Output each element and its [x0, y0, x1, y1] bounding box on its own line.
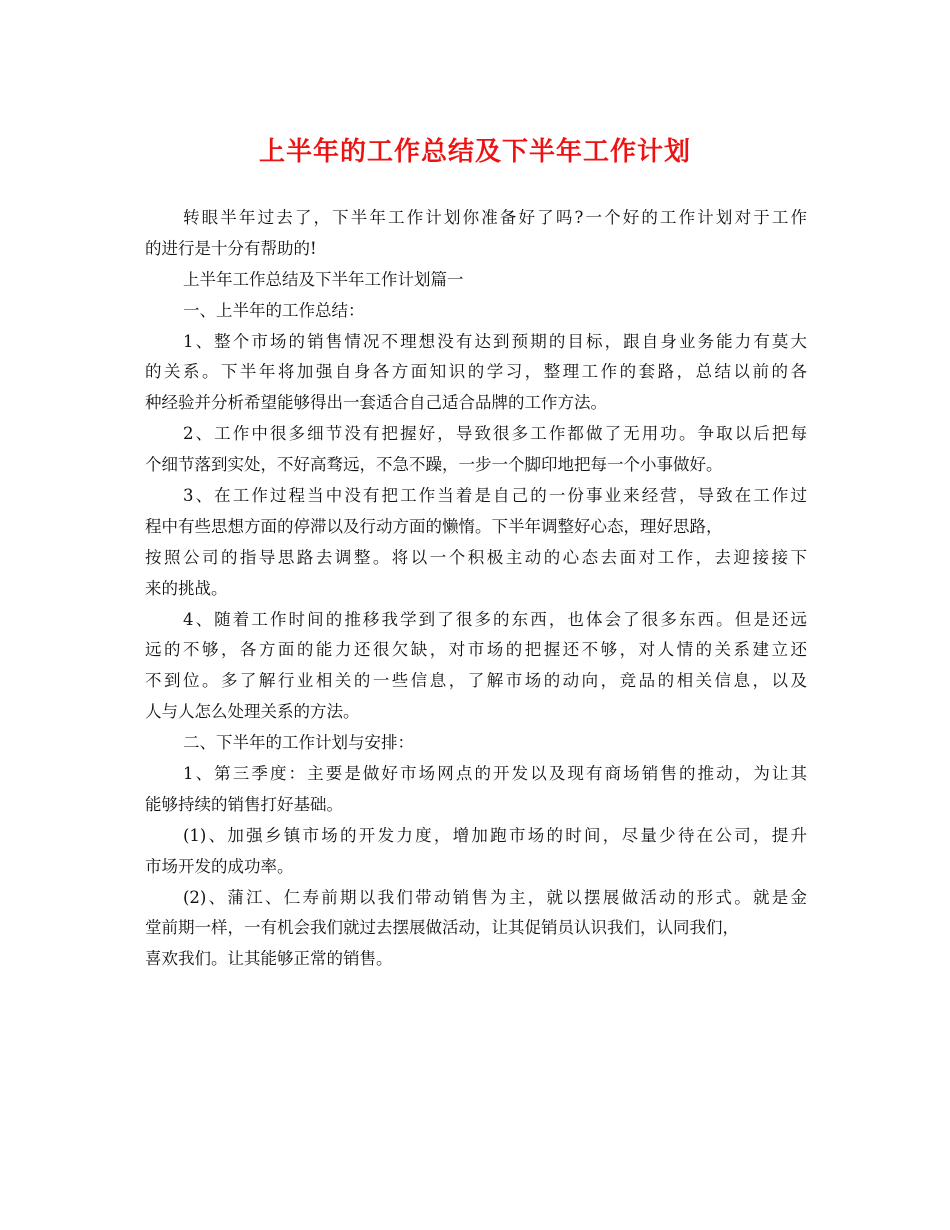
body-line: (1)、加强乡镇市场的开发力度，增加跑市场的时间，尽量少待在公司，提升 — [183, 825, 807, 845]
body-line: 的进行是十分有帮助的! — [145, 238, 317, 258]
body-line: 能够持续的销售打好基础。 — [145, 794, 343, 814]
body-line: 不到位。多了解行业相关的一些信息，了解市场的动向，竞品的相关信息，以及 — [145, 671, 807, 691]
body-line: 个细节落到实处，不好高骛远，不急不躁，一步一个脚印地把每一个小事做好。 — [145, 455, 723, 475]
body-line: 堂前期一样，一有机会我们就过去摆展做活动，让其促销员认识我们，认同我们， — [145, 918, 739, 938]
section-subtitle: 上半年工作总结及下半年工作计划篇一 — [183, 269, 464, 289]
body-line: 程中有些思想方面的停滞以及行动方面的懒惰。下半年调整好心态，理好思路， — [145, 516, 723, 536]
body-line: 1、整个市场的销售情况不理想没有达到预期的目标，跟自身业务能力有莫大 — [183, 331, 807, 351]
document-title: 上半年的工作总结及下半年工作计划 — [258, 137, 691, 167]
body-line: (2)、蒲江、仁寿前期以我们带动销售为主，就以摆展做活动的形式。就是金 — [183, 887, 807, 907]
body-line: 2、工作中很多细节没有把握好，导致很多工作都做了无用功。争取以后把每 — [183, 424, 807, 444]
section-heading: 二、下半年的工作计划与安排： — [183, 733, 414, 753]
body-line: 3、在工作过程当中没有把工作当着是自己的一份事业来经营，导致在工作过 — [183, 486, 807, 506]
body-line: 4、随着工作时间的推移我学到了很多的东西，也体会了很多东西。但是还远 — [183, 609, 807, 629]
body-line: 喜欢我们。让其能够正常的销售。 — [145, 949, 393, 969]
body-line: 来的挑战。 — [145, 578, 228, 598]
body-line: 人与人怎么处理关系的方法。 — [145, 702, 360, 722]
body-line: 按照公司的指导思路去调整。将以一个积极主动的心态去面对工作，去迎接接下 — [145, 547, 807, 567]
body-line: 种经验并分析希望能够得出一套适合自己适合品牌的工作方法。 — [145, 393, 607, 413]
document-body — [145, 203, 807, 975]
body-line: 1、第三季度：主要是做好市场网点的开发以及现有商场销售的推动，为让其 — [183, 764, 807, 784]
section-heading: 一、上半年的工作总结： — [183, 300, 365, 320]
body-line: 转眼半年过去了，下半年工作计划你准备好了吗?一个好的工作计划对于工作 — [183, 208, 807, 227]
body-line: 市场开发的成功率。 — [145, 856, 294, 876]
body-line: 远的不够，各方面的能力还很欠缺，对市场的把握还不够，对人情的关系建立还 — [145, 640, 807, 660]
body-line: 的关系。下半年将加强自身各方面知识的学习，整理工作的套路，总结以前的各 — [145, 362, 807, 382]
